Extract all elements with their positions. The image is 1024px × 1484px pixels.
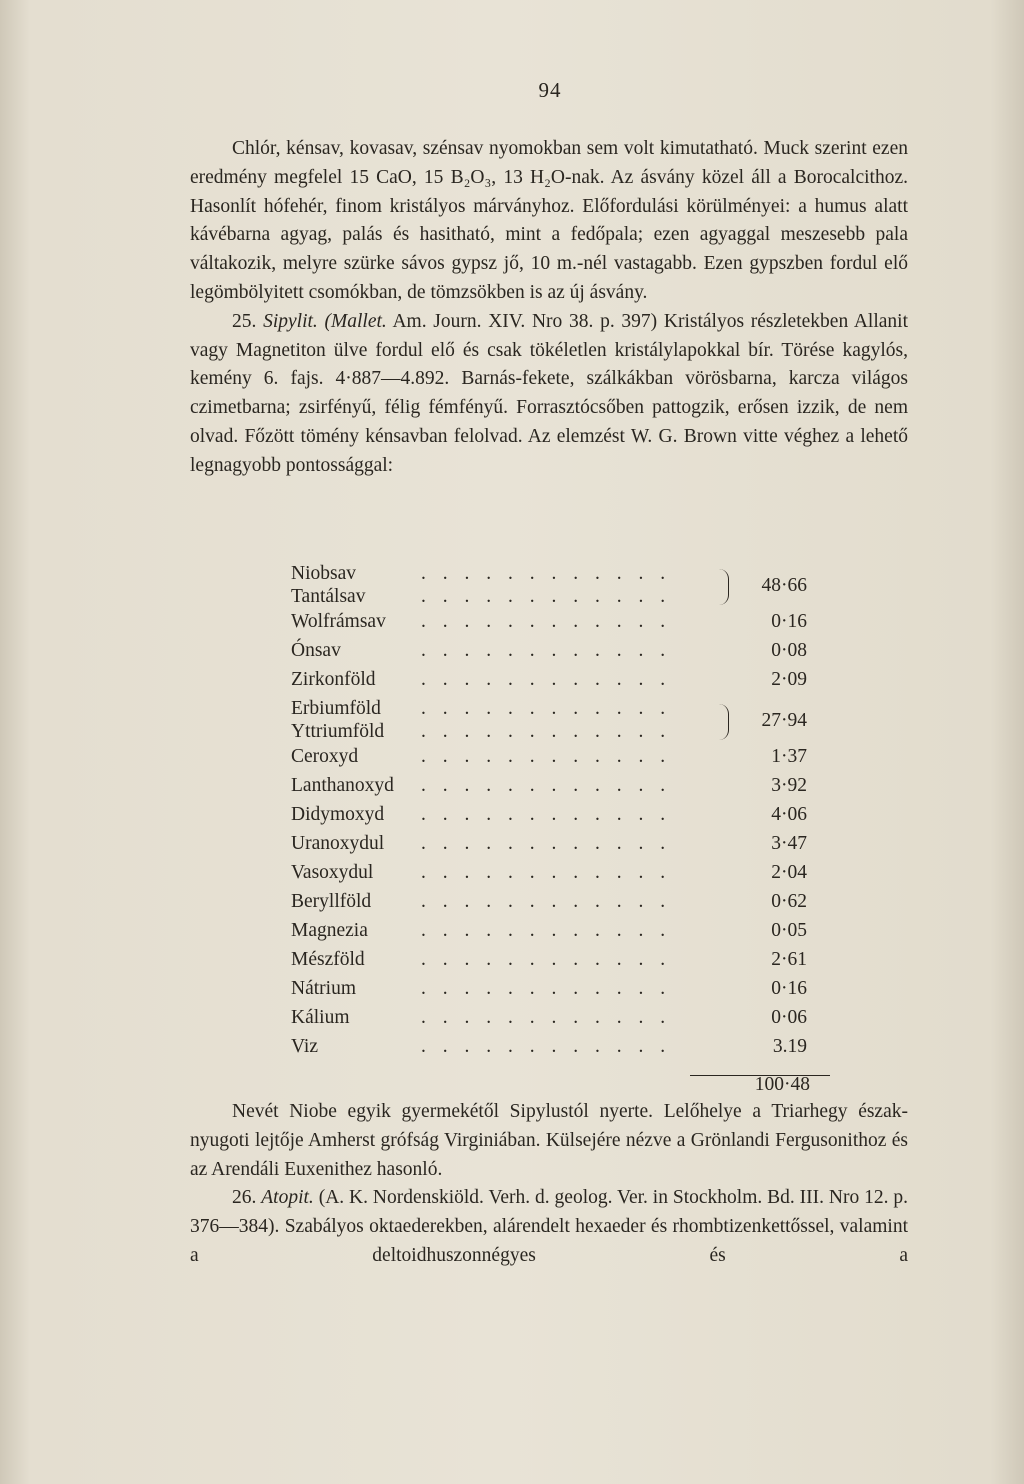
row-label: Wolfrámsav <box>291 611 386 632</box>
row-value: 3·47 <box>771 833 807 854</box>
entry-number-25: 25. <box>232 310 257 332</box>
dot-leader: . . . . . . . . . . . . <box>421 978 672 999</box>
row-label: Didymoxyd <box>291 804 385 825</box>
dot-leader: . . . . . . . . . . . . <box>421 563 672 584</box>
table-row <box>291 775 811 804</box>
row-value: 48·66 <box>761 575 807 596</box>
row-value: 0·16 <box>771 978 807 999</box>
table-row <box>291 669 811 698</box>
row-label: Uranoxydul <box>291 833 385 854</box>
row-label: Tantálsav <box>291 586 366 607</box>
row-label: Zirkonföld <box>291 669 376 690</box>
row-value: 2·04 <box>771 862 807 883</box>
row-value: 0·05 <box>771 920 807 941</box>
row-value: 0·16 <box>771 611 807 632</box>
dot-leader: . . . . . . . . . . . . <box>421 862 672 883</box>
row-value: 3·92 <box>771 775 807 796</box>
row-value: 4·06 <box>771 804 807 825</box>
paragraph-atopit <box>190 1184 908 1270</box>
analysis-table <box>291 563 811 1065</box>
dot-leader: . . . . . . . . . . . . <box>421 669 672 690</box>
paragraph-chlor: Chlór, kénsav, kovasav, szénsav nyomokban sem volt kimutatható. Muck szerint ezen eredmény megfelel 15 CaO, 15 B₂O₃, 13 H₂O-nak. Az ásvány közel áll a Borocalcithoz. Hasonlít hófehér, finom kristályos márványhoz. Előfordulási körülményei: a humus alatt kávébarna agyag, palás és hasitható, mint a fedőpala; ezen agyaggal meszesebb pala váltakozik, melyre szürke sávos gypsz jő, 10 m.-nél vastagabb. Ezen gypszben fordul elő legömbölyitett csomókban, de tömzsökben is az új ásvány. <box>190 138 908 303</box>
row-value: 0·62 <box>771 891 807 912</box>
dot-leader: . . . . . . . . . . . . <box>421 1036 672 1057</box>
row-value: 27·94 <box>761 710 807 731</box>
text-block-bottom <box>190 1098 908 1271</box>
row-label: Yttriumföld <box>291 721 385 742</box>
table-row <box>291 640 811 669</box>
row-label: Mészföld <box>291 949 365 970</box>
dot-leader: . . . . . . . . . . . . <box>421 586 672 607</box>
dot-leader: . . . . . . . . . . . . <box>421 611 672 632</box>
paragraph-niobe: Nevét Niobe egyik gyermekétől Sipylustól nyerte. Lelőhelye a Triarhegy észak-nyugoti lejtője Amherst grófság Virginiában. Külsejére nézve a Grönlandi Fergusonithoz és az Arendáli Euxenithez hasonló. <box>190 1101 908 1180</box>
row-value: 0·08 <box>771 640 807 661</box>
row-label: Niobsav <box>291 563 356 584</box>
row-label: Ónsav <box>291 640 341 661</box>
row-label: Beryllföld <box>291 891 372 912</box>
table-row <box>291 891 811 920</box>
mineral-name-sipylit: Sipylit. <box>263 310 318 332</box>
dot-leader: . . . . . . . . . . . . <box>421 1007 672 1028</box>
table-row <box>291 1036 811 1065</box>
table-row <box>291 611 811 640</box>
row-value: 3.19 <box>772 1036 807 1057</box>
dot-leader: . . . . . . . . . . . . <box>421 640 672 661</box>
sipylit-description: Am. Journ. XIV. Nro 38. p. 397) Kristályos részletekben Allanit vagy Magnetiton ülve fordul elő és csak tökéletlen kristálylapokkal bír. Törése kagylós, kemény 6. fajs. 4·887—4.892. Barnás-fekete, szálkákban vörösbarna, karcza világos czimetbarna; zsirfényű, félig fémfényű. Forrasztócsőben pattogzik, erősen izzik, de nem olvad. Főzött tömény kénsavban felolvad. Az elemzést W. G. Brown vitte véghez a lehető legnagyobb pontossággal: <box>190 310 908 476</box>
row-label: Kálium <box>291 1007 350 1028</box>
dot-leader: . . . . . . . . . . . . <box>421 891 672 912</box>
table-row <box>291 833 811 862</box>
dot-leader: . . . . . . . . . . . . <box>421 920 672 941</box>
brace <box>719 569 729 605</box>
row-label: Ceroxyd <box>291 746 359 767</box>
table-row <box>291 746 811 775</box>
row-label: Magnezia <box>291 920 368 941</box>
entry-number-26: 26. <box>232 1187 257 1209</box>
atopit-description: (A. K. Nordenskiöld. Verh. d. geolog. Ver. in Stockholm. Bd. III. Nro 12. p. 376—384). Szabályos oktaederekben, alárendelt hexaeder és rhombtizenkettőssel, valamint a deltoidhuszonnégyes és a <box>190 1187 908 1266</box>
total-value: 100·48 <box>754 1074 810 1095</box>
table-row <box>291 698 811 746</box>
page-number: 94 <box>538 78 562 102</box>
dot-leader: . . . . . . . . . . . . <box>421 775 672 796</box>
mineral-name-atopit: Atopit. <box>261 1187 314 1209</box>
dot-leader: . . . . . . . . . . . . <box>421 949 672 970</box>
table-row <box>291 1007 811 1036</box>
row-label: Erbiumföld <box>291 698 381 719</box>
dot-leader: . . . . . . . . . . . . <box>421 721 672 742</box>
table-row <box>291 804 811 833</box>
row-value: 2·61 <box>771 949 807 970</box>
dot-leader: . . . . . . . . . . . . <box>421 833 672 854</box>
dot-leader: . . . . . . . . . . . . <box>421 804 672 825</box>
text-block-top <box>190 135 908 481</box>
author-mallet: (Mallet. <box>324 310 387 332</box>
row-value: 1·37 <box>771 746 807 767</box>
table-row <box>291 920 811 949</box>
row-value: 0·06 <box>771 1007 807 1028</box>
table-row <box>291 949 811 978</box>
dot-leader: . . . . . . . . . . . . <box>421 698 672 719</box>
row-label: Vasoxydul <box>291 862 374 883</box>
table-row <box>291 978 811 1007</box>
row-value: 2·09 <box>771 669 807 690</box>
row-label: Viz <box>291 1036 318 1057</box>
row-label: Lanthanoxyd <box>291 775 394 796</box>
table-row <box>291 862 811 891</box>
paragraph-sipylit <box>190 308 908 481</box>
row-label: Nátrium <box>291 978 356 999</box>
brace <box>719 704 729 740</box>
dot-leader: . . . . . . . . . . . . <box>421 746 672 767</box>
table-row <box>291 563 811 611</box>
